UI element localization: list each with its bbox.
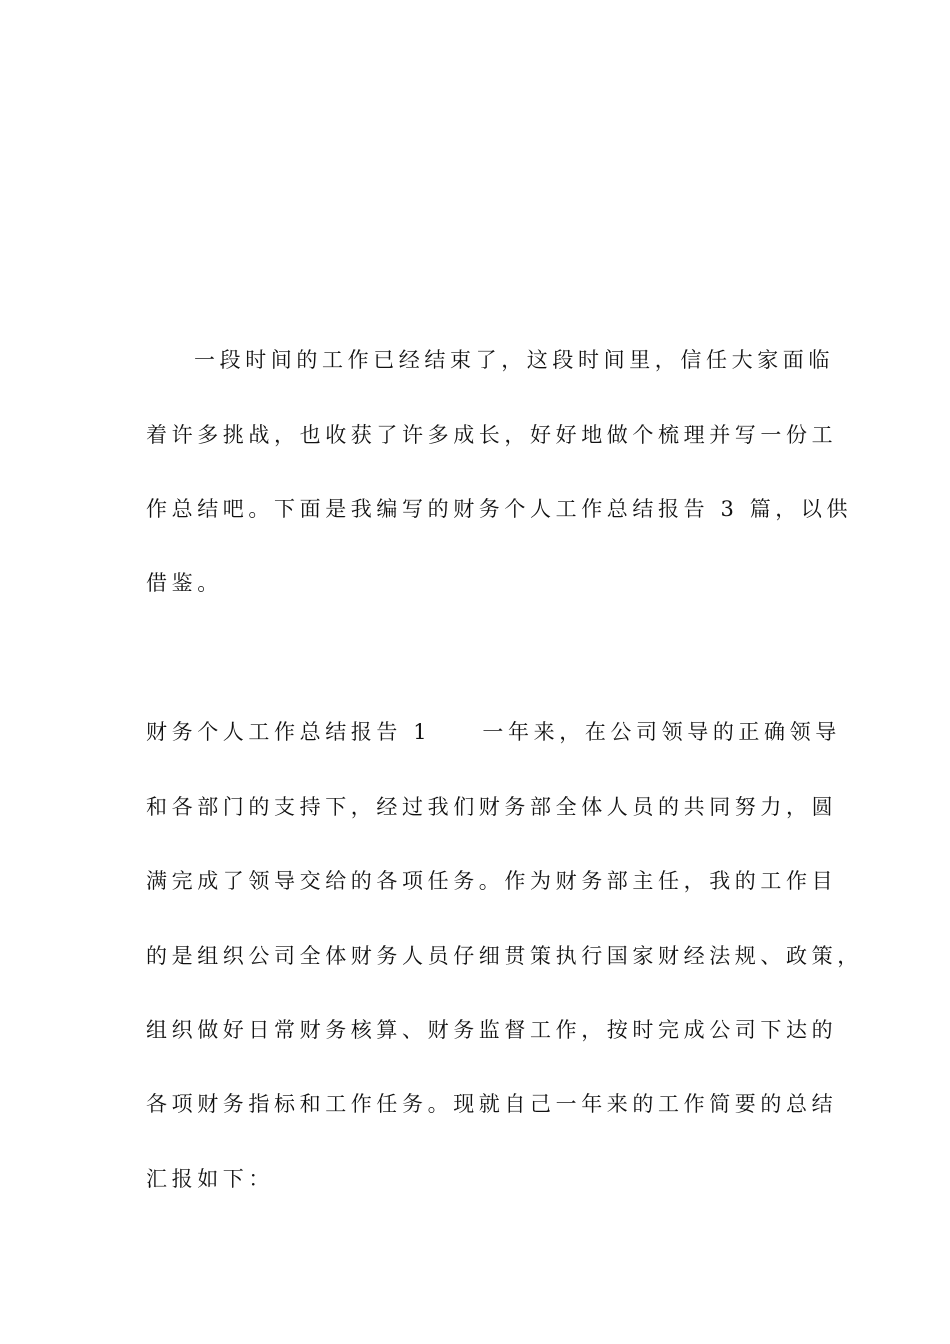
intro-line-1: 一段时间的工作已经结束了，这段时间里，信任大家面临 [194, 348, 834, 372]
section1-line-6: 各项财务指标和工作任务。现就自己一年来的工作简要的总结 [146, 1092, 838, 1116]
section1-line-5: 组织做好日常财务核算、财务监督工作，按时完成公司下达的 [146, 1018, 838, 1042]
section1-line-7: 汇报如下： [146, 1167, 274, 1191]
section1-line-3: 满完成了领导交给的各项任务。作为财务部主任，我的工作目 [146, 869, 838, 893]
section1-line-1: 财务个人工作总结报告 1 一年来，在公司领导的正确领导 [146, 720, 841, 744]
intro-line-3: 作总结吧。下面是我编写的财务个人工作总结报告 3 篇，以供 [146, 497, 853, 521]
section1-line-4: 的是组织公司全体财务人员仔细贯策执行国家财经法规、政策， [146, 944, 863, 968]
section1-line-2: 和各部门的支持下，经过我们财务部全体人员的共同努力，圆 [146, 795, 838, 819]
intro-line-4: 借鉴。 [146, 571, 223, 595]
intro-line-2: 着许多挑战，也收获了许多成长，好好地做个梳理并写一份工 [146, 423, 838, 447]
